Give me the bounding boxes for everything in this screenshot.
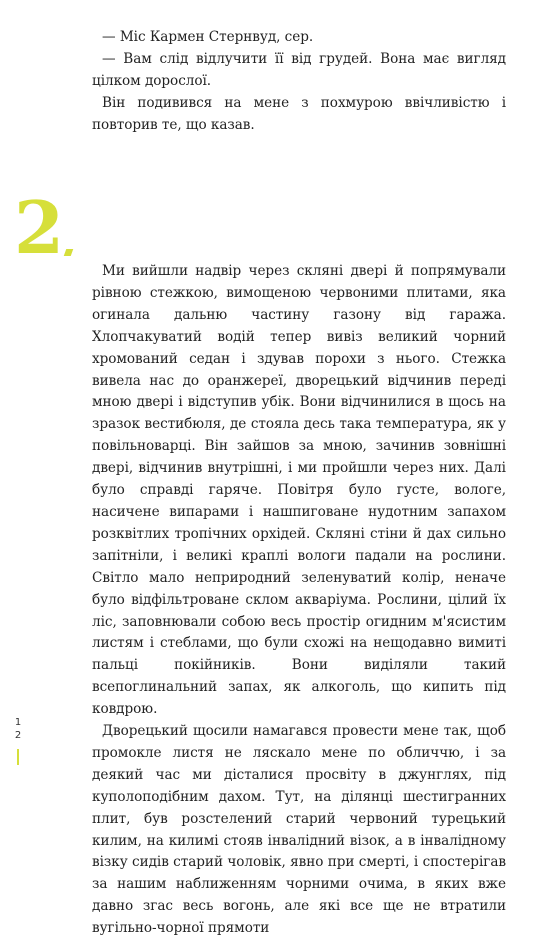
chapter-number: 2 — [14, 185, 65, 270]
chapter-number-dot — [64, 249, 74, 256]
page-number — [12, 716, 24, 742]
paragraph: Ми вийшли надвір через скляні двері й попрямували рівною стежкою, вимощеною червоними плитами, яка огинала дальню частину газону від гаража. Хлопчакуватий водій тепер вивіз великий чорний хромований седан і здував порохи з нього. Стежка вивела нас до оранжереї, дворецький відчинив переді мною двері і відступив убік. Вони відчинилися в щось на зразок вестибюля, де стояла десь така температура, як у повільноварці. Він зайшов за мною, зачинив зовнішні двері, відчинив внутрішні, і ми пройшли через них. Далі було справді гаряче. Повітря було густе, вологе, насичене випарами і нашпиговане нудотним запахом розквітлих тропічних орхідей. Скляні стіни й дах сильно запітніли, і великі краплі вологи падали на рослини. Світло мало неприродний зеленуватий колір, неначе було відфільтроване склом акваріума. Рослини, цілий їх ліс, заповнювали собою весь простір огидним м'ясистим листям і стеблами, що були схожі на нещодавно вимиті пальці покійників. Вони виділяли такий всепоглинальний запах, як алкоголь, що кипить під ковдрою. — [92, 263, 506, 718]
page-number-digit: 1 — [14, 717, 22, 728]
paragraph: Він подивився на мене з похмурою ввічливістю і повторив те, що казав. — [92, 94, 506, 133]
page-marker — [17, 749, 19, 765]
dialogue-line: — Вам слід відлучити її від грудей. Вона має вигляд цілком дорослої. — [92, 50, 506, 89]
dialogue-line: — Міс Кармен Стернвуд, сер. — [102, 29, 314, 45]
page-number-digit: 2 — [14, 730, 22, 741]
paragraph: Дворецький щосили намагався провести мене так, щоб промокле листя не ляскало мене по обличчю, і за деякий час ми дісталися просвіту в джунглях, під куполоподібним дахом. Тут, на ділянці шестигранних плит, був розстелений старий червоний турецький килим, на килимі стояв інвалідний візок, а в інвалідному візку сидів старий чоловік, явно при смерті, і спостерігав за нашим наближенням чорними очима, в яких вже давно згас весь вогонь, але які все ще не втратили вугільно-чорної прямоти — [92, 723, 506, 937]
top-text-block — [92, 27, 506, 137]
chapter-text-block — [92, 261, 506, 940]
